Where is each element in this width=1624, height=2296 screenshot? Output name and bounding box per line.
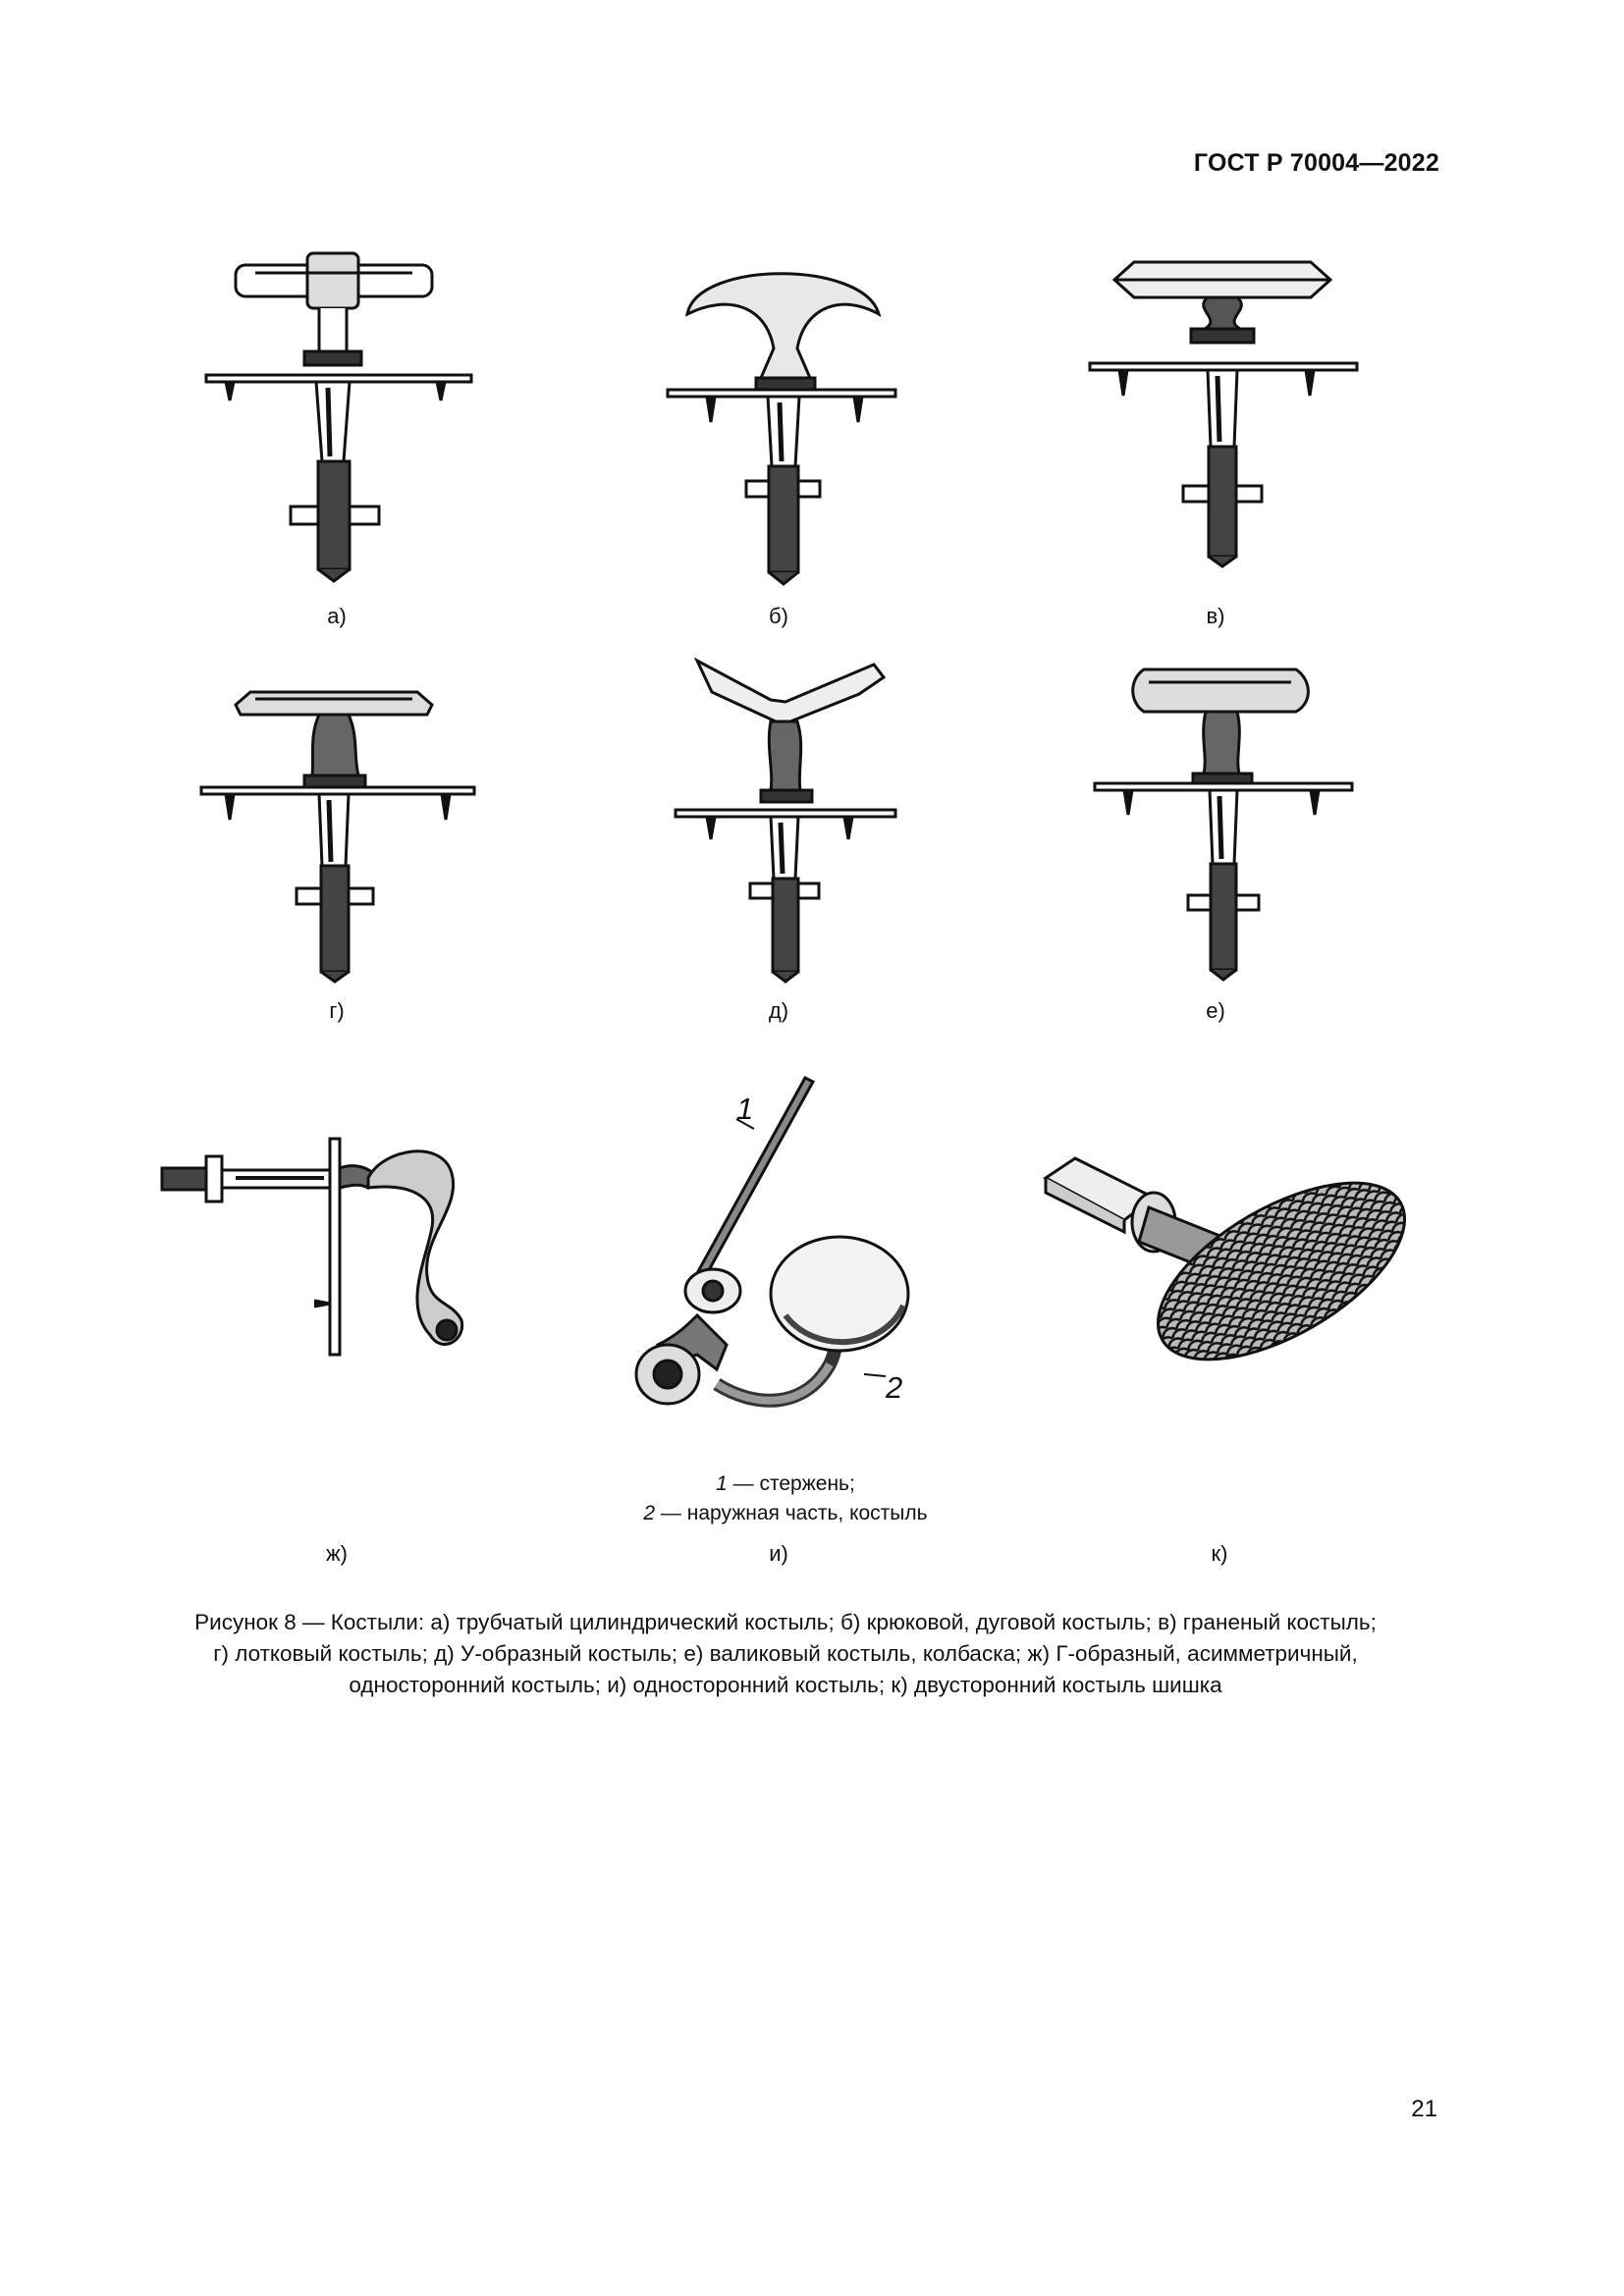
standard-code: ГОСТ Р 70004—2022 xyxy=(1193,149,1439,177)
figure-v-label: в) xyxy=(1206,604,1225,628)
figure-i-label: и) xyxy=(769,1541,788,1566)
callout-1: 1 xyxy=(736,1092,754,1126)
figure-g-illustration xyxy=(196,677,481,991)
caption-line-1: Рисунок 8 — Костыли: а) трубчатый цилиндрический костыль; б) крюковой, дуговой костыль; в) граненый костыль; xyxy=(194,1610,1377,1634)
figure-k-illustration xyxy=(1036,1134,1409,1399)
figure-d-label: д) xyxy=(768,998,789,1023)
figure-g-label: г) xyxy=(329,998,345,1023)
figure-e-illustration xyxy=(1090,658,1355,982)
figure-a-label: а) xyxy=(327,604,347,628)
figure-caption xyxy=(98,1607,1473,1701)
figure-d-illustration xyxy=(668,653,903,987)
figure-i-legend xyxy=(491,1469,1080,1528)
caption-line-3: односторонний костыль; и) односторонний костыль; к) двусторонний костыль шишка xyxy=(349,1673,1222,1697)
page-number: 21 xyxy=(1411,2096,1437,2122)
figure-v-illustration xyxy=(1085,250,1360,574)
callout-2: 2 xyxy=(886,1370,903,1405)
figure-b-illustration xyxy=(658,240,903,599)
figure-e-label: е) xyxy=(1206,998,1225,1023)
figure-zh-illustration xyxy=(157,1129,520,1364)
figure-k-label: к) xyxy=(1211,1541,1228,1566)
figure-b-label: б) xyxy=(769,604,788,628)
figure-zh-label: ж) xyxy=(325,1541,349,1566)
legend-line-1: 1 — стержень; xyxy=(716,1472,855,1495)
legend-line-2: 2 — наружная часть, костыль xyxy=(643,1502,928,1524)
figure-a-illustration xyxy=(196,236,481,599)
caption-line-2: г) лотковый костыль; д) У-образный костыль; е) валиковый костыль, колбаска; ж) Г-образный, асимметричный, xyxy=(213,1641,1358,1666)
